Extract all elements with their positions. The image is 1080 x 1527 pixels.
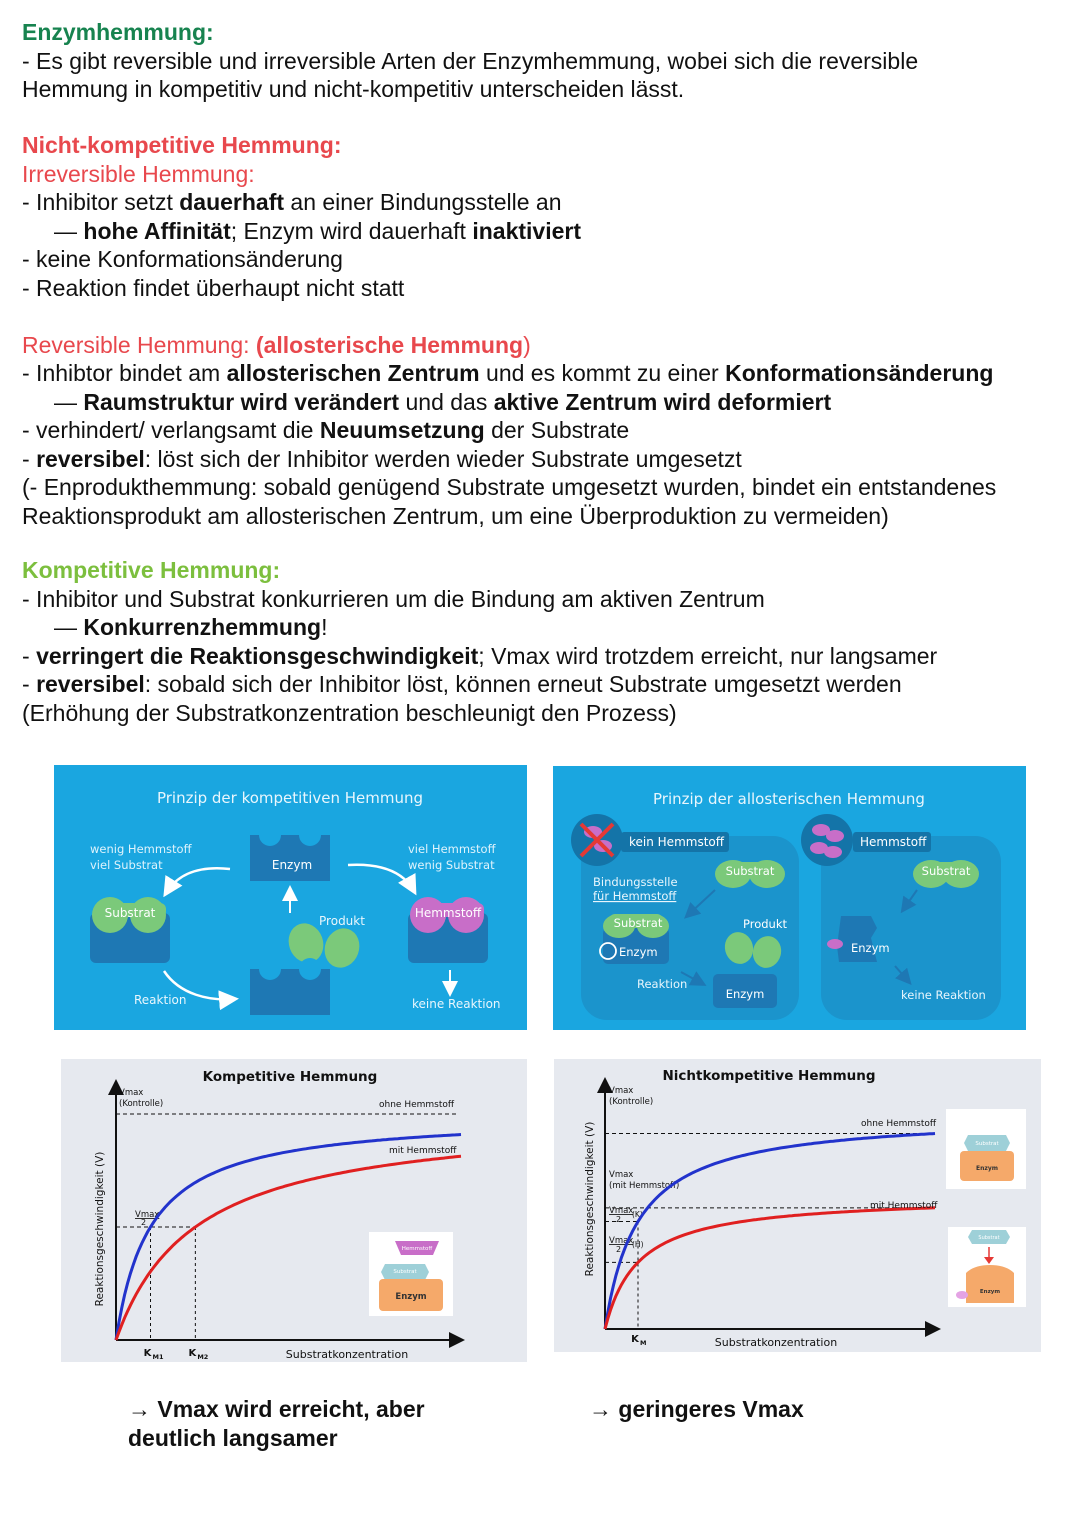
label-produkt-allo: Produkt: [743, 917, 788, 931]
chart2-label-mit: mit Hemmstoff: [870, 1201, 938, 1211]
svg-text:M1: M1: [152, 1353, 164, 1361]
irrev-line-2: — hohe Affinität; Enzym wird dauerhaft inaktiviert: [54, 217, 581, 244]
heading-kompetitiv: Kompetitive Hemmung:: [22, 557, 281, 583]
conclusion-komp-line1: → Vmax wird erreicht, aber: [128, 1396, 425, 1422]
chart2-ylabel: Reaktionsgeschwindigkeit (V): [584, 1121, 596, 1277]
heading-nichtkompetitiv: Nicht-kompetitive Hemmung:: [22, 132, 342, 158]
chart1-vmax-label: Vmax: [119, 1088, 144, 1098]
diagram-allo-title: Prinzip der allosterischen Hemmung: [653, 790, 925, 808]
subheading-irreversibel: Irreversible Hemmung:: [22, 160, 255, 187]
chart2-inset-bottom: [948, 1227, 1026, 1307]
enzyme-bottom-icon: [250, 958, 330, 1015]
rev-line-5: (- Enprodukthemmung: sobald genügend Substrate umgesetzt wurden, bindet ein entstandenes Reaktionsprodukt am allosterischen Zentrum, um eine Überproduktion zu vermeiden): [22, 474, 997, 529]
irrev-line-3: - keine Konformationsänderung: [22, 246, 343, 272]
svg-text:Enzym: Enzym: [979, 1289, 1001, 1295]
label-hemmstoff-allo: Hemmstoff: [860, 835, 927, 849]
svg-text:M: M: [640, 1339, 647, 1347]
enzyme-top-icon: [250, 824, 330, 881]
label-viel-substrat: viel Substrat: [90, 858, 163, 872]
chart1-xlabel: Substratkonzentration: [285, 1348, 409, 1361]
svg-text:K: K: [188, 1348, 197, 1359]
chart2-vmax-label: Vmax: [609, 1086, 634, 1096]
rev-line-2: — Raumstruktur wird verändert und das aktive Zentrum wird deformiert: [54, 388, 832, 415]
chart2-vmax-sub: (Kontrolle): [609, 1097, 654, 1107]
diagram-allosterisch: [553, 766, 1026, 1030]
chart1-half-label: Vmax: [135, 1210, 160, 1220]
label-enzym-allo-2: Enzym: [725, 987, 765, 1001]
label-substrat-allo-2: Substrat: [613, 916, 663, 930]
irrev-line-4: - Reaktion findet überhaupt nicht statt: [22, 274, 405, 301]
chart1-title: Kompetitive Hemmung: [202, 1069, 378, 1085]
svg-text:Vmax: Vmax: [609, 1236, 634, 1246]
chart1-km1-label: [144, 1348, 164, 1361]
chart2-inset-top: [946, 1109, 1026, 1189]
rev-line-4: - reversibel: löst sich der Inhibitor werden wieder Substrate umgesetzt: [22, 445, 742, 472]
chart-kompetitiv: [61, 1059, 527, 1362]
svg-text:Substrat: Substrat: [978, 1235, 1000, 1241]
svg-text:M2: M2: [197, 1353, 209, 1361]
chart2-title: Nichtkompetitive Hemmung: [662, 1068, 876, 1084]
chart1-inset: [369, 1232, 453, 1316]
label-fuer-hemmstoff: für Hemmstoff: [593, 889, 677, 903]
label-kein-hemmstoff: kein Hemmstoff: [629, 835, 725, 849]
svg-text:Enzym: Enzym: [975, 1165, 999, 1172]
label-reaktion-allo: Reaktion: [637, 977, 688, 991]
label-reaktion: Reaktion: [134, 993, 187, 1007]
label-produkt: Produkt: [319, 914, 365, 928]
svg-text:(K): (K): [632, 1210, 643, 1219]
komp-line-1: - Inhibitor und Substrat konkurrieren um die Bindung am aktiven Zentrum: [22, 585, 765, 612]
komp-line-5: (Erhöhung der Substratkonzentration beschleunigt den Prozess): [22, 699, 677, 726]
label-keine-reaktion: keine Reaktion: [412, 997, 501, 1011]
enzymhemmung-text: - Es gibt reversible und irreversible Arten der Enzymhemmung, wobei sich die reversible Hemmung in kompetitiv und nicht-kompetitiv unterscheiden lässt.: [22, 47, 919, 102]
chart1-km2-label: [188, 1348, 208, 1361]
label-substrat: Substrat: [104, 906, 156, 920]
conclusion-komp-line2: deutlich langsamer: [128, 1425, 338, 1451]
label-enzym-allo-3: Enzym: [851, 941, 890, 955]
conclusion-kompetitiv: [128, 1395, 425, 1453]
label-hemmstoff: Hemmstoff: [414, 906, 482, 920]
label-bindungsstelle: Bindungsstelle: [593, 875, 678, 889]
irrev-line-1: - Inhibitor setzt dauerhaft an einer Bindungsstelle an: [22, 189, 562, 215]
heading-enzymhemmung: Enzymhemmung:: [22, 19, 214, 45]
komp-line-4: - reversibel: sobald sich der Inhibitor löst, können erneut Substrate umgesetzt werden: [22, 671, 902, 697]
svg-text:K: K: [143, 1348, 152, 1359]
chart2-km-label: [631, 1334, 646, 1347]
svg-text:(H): (H): [632, 1240, 644, 1249]
diagram-kompetitiv: [54, 765, 527, 1030]
label-enzym-allo-1: Enzym: [619, 945, 658, 959]
conclusion-nonkomp-line: → geringeres Vmax: [589, 1396, 804, 1422]
chart2-label-ohne: ohne Hemmstoff: [861, 1119, 937, 1129]
subheading-reversibel: Reversible Hemmung: (allosterische Hemmung): [22, 331, 531, 358]
label-substrat-allo-3: Substrat: [921, 864, 971, 878]
label-wenig-hemmstoff: wenig Hemmstoff: [90, 842, 192, 856]
diagram-komp-title: Prinzip der kompetitiven Hemmung: [156, 789, 424, 807]
chart2-vmaxh-label: Vmax: [609, 1170, 634, 1180]
svg-text:Vmax: Vmax: [609, 1206, 634, 1216]
chart1-label-ohne: ohne Hemmstoff: [379, 1100, 455, 1110]
svg-text:Substrat: Substrat: [975, 1141, 999, 1147]
komp-line-2: — Konkurrenzhemmung!: [54, 614, 328, 640]
label-viel-hemmstoff: viel Hemmstoff: [408, 842, 496, 856]
chart1-half-den: 2: [141, 1218, 147, 1227]
chart2-vmaxh-sub: (mit Hemmstoff): [609, 1181, 680, 1191]
svg-text:2: 2: [616, 1215, 622, 1224]
svg-text:Enzym: Enzym: [395, 1292, 427, 1302]
section-enzymhemmung: [22, 18, 1062, 104]
label-substrat-allo-1: Substrat: [725, 864, 775, 878]
komp-line-3: - verringert die Reaktionsgeschwindigkeit; Vmax wird trotzdem erreicht, nur langsamer: [22, 642, 938, 669]
rev-line-1: - Inhibtor bindet am allosterischen Zentrum und es kommt zu einer Konformationsänderung: [22, 360, 994, 386]
chart1-ylabel: Reaktionsgeschwindigkeit (V): [94, 1151, 106, 1307]
svg-text:K: K: [631, 1334, 639, 1345]
label-keine-reaktion-allo: keine Reaktion: [901, 988, 986, 1002]
section-nichtkompetitiv: [22, 131, 1062, 530]
chart-nichtkompetitiv: [554, 1059, 1041, 1352]
rev-line-3: - verhindert/ verlangsamt die Neuumsetzung der Substrate: [22, 417, 630, 443]
label-wenig-substrat: wenig Substrat: [408, 858, 495, 872]
section-kompetitiv: [22, 556, 1062, 727]
svg-text:2: 2: [616, 1245, 622, 1254]
chart1-vmax-sub: (Kontrolle): [119, 1099, 164, 1109]
chart2-series-ohne-hemmstoff: [605, 1134, 935, 1330]
chart2-series-mit-hemmstoff: [605, 1208, 935, 1329]
conclusion-nichtkompetitiv: [589, 1395, 804, 1424]
svg-text:Hemmstoff: Hemmstoff: [401, 1246, 433, 1252]
label-enzym-top: Enzym: [271, 858, 313, 872]
svg-text:Substrat: Substrat: [393, 1269, 417, 1275]
chart2-xlabel: Substratkonzentration: [714, 1336, 838, 1349]
chart1-label-mit: mit Hemmstoff: [389, 1146, 457, 1156]
